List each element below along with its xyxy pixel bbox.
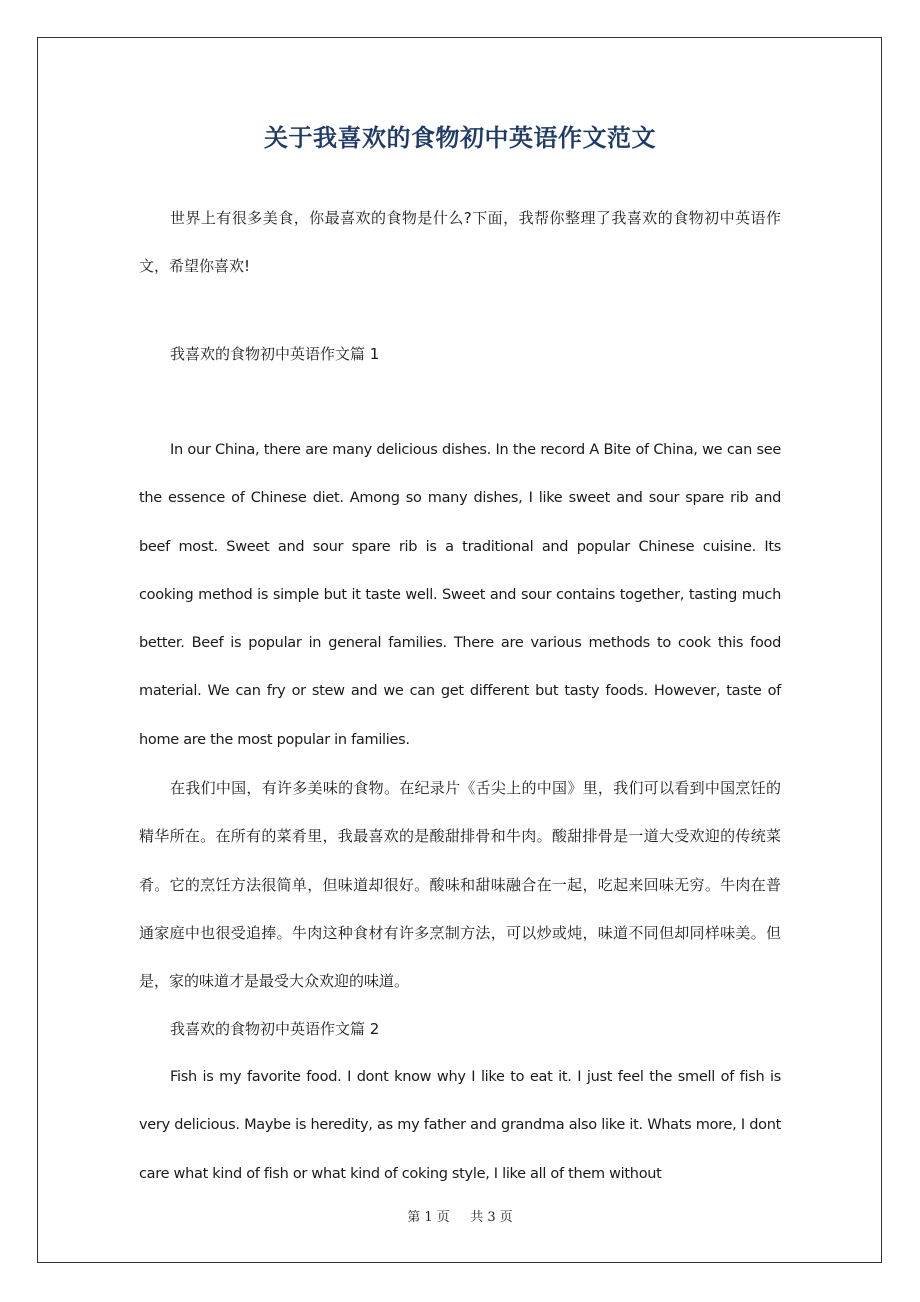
page-total: 共 3 页 — [470, 1210, 513, 1225]
section-1-chinese-paragraph: 在我们中国，有许多美味的食物。在纪录片《舌尖上的中国》里，我们可以看到中国烹饪的精华所在。在所有的菜肴里，我最喜欢的是酸甜排骨和牛肉。酸甜排骨是一道大受欢迎的传统菜肴。它的烹饪方法很简单，但味道却很好。酸味和甜味融合在一起，吃起来回味无穷。牛肉在普通家庭中也很受追捧。牛肉这种食材有许多烹制方法，可以炒或炖，味道不同但却同样味美。但是，家的味道才是最受大众欢迎的味道。 — [139, 779, 781, 991]
page-footer — [0, 1206, 920, 1225]
section-2-english-paragraph: Fish is my favorite food. I dont know why I like to eat it. I just feel the smell of fish is very delicious. Maybe is heredity, as my father and grandma also like it. Whats more, I dont care what kind of fish or what kind of coking style, I like all of them without — [139, 1069, 781, 1182]
section-2-heading: 我喜欢的食物初中英语作文篇 2 — [170, 1020, 380, 1038]
section-1-heading: 我喜欢的食物初中英语作文篇 1 — [170, 345, 380, 363]
document-title: 关于我喜欢的食物初中英语作文范文 — [264, 124, 656, 152]
intro-paragraph: 世界上有很多美食，你最喜欢的食物是什么?下面，我帮你整理了我喜欢的食物初中英语作文，希望你喜欢! — [139, 209, 781, 276]
section-1-english-paragraph: In our China, there are many delicious dishes. In the record A Bite of China, we can see the essence of Chinese diet. Among so many dishes, I like sweet and sour spare rib and beef most. Sweet and sour spare rib is a traditional and popular Chinese cuisine. Its cooking method is simple but it taste well. Sweet and sour contains together, tasting much better. Beef is popular in general families. There are various methods to cook this food material. We can fry or stew and we can get different but tasty foods. However, taste of home are the most popular in families. — [139, 442, 781, 748]
page-number: 第 1 页 — [407, 1210, 450, 1225]
